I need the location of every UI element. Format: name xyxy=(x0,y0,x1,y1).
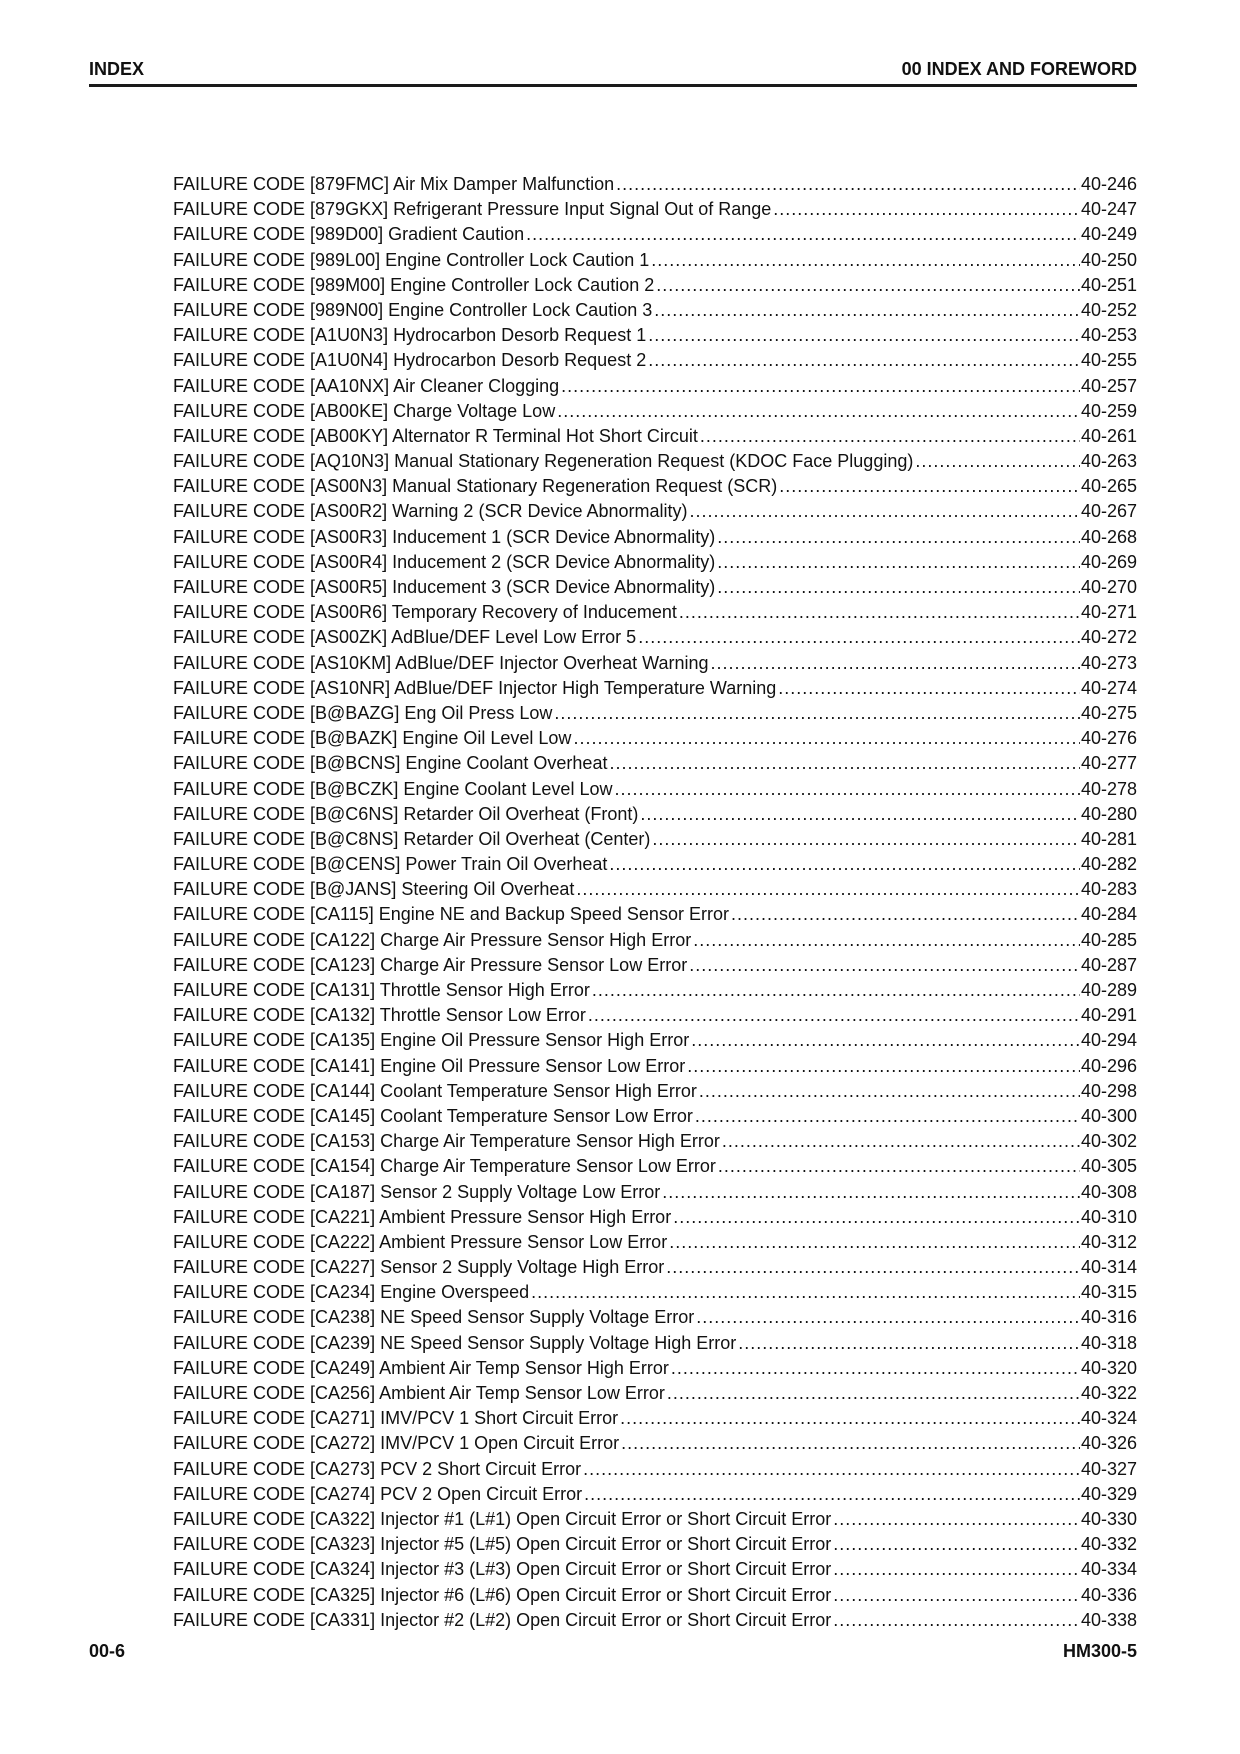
index-entry[interactable] xyxy=(173,222,1137,247)
dot-leader xyxy=(654,298,1080,323)
entry-page-number: 40-318 xyxy=(1080,1332,1137,1353)
entry-page-number: 40-251 xyxy=(1080,274,1137,295)
entry-page-number: 40-272 xyxy=(1080,627,1137,648)
dot-leader xyxy=(700,424,1080,449)
entry-title: FAILURE CODE [CA132] Throttle Sensor Low Error xyxy=(173,1005,586,1026)
entry-page-number: 40-308 xyxy=(1080,1181,1137,1202)
dot-leader xyxy=(718,1154,1080,1179)
index-entry[interactable] xyxy=(173,1205,1137,1230)
entry-title: FAILURE CODE [CA325] Injector #6 (L#6) Open Circuit Error or Short Circuit Error xyxy=(173,1584,832,1605)
entry-title: FAILURE CODE [AB00KY] Alternator R Terminal Hot Short Circuit xyxy=(173,425,698,446)
index-entry[interactable] xyxy=(173,902,1137,927)
dot-leader xyxy=(691,1028,1080,1053)
dot-leader xyxy=(833,1557,1080,1582)
index-entry[interactable] xyxy=(173,1129,1137,1154)
dot-leader xyxy=(778,676,1080,701)
index-entry[interactable] xyxy=(173,1079,1137,1104)
index-entry[interactable] xyxy=(173,1406,1137,1431)
entry-title: FAILURE CODE [CA115] Engine NE and Backup Speed Sensor Error xyxy=(173,904,729,925)
index-entry[interactable] xyxy=(173,550,1137,575)
dot-leader xyxy=(696,1305,1080,1330)
dot-leader xyxy=(554,701,1080,726)
entry-page-number: 40-327 xyxy=(1080,1458,1137,1479)
entry-page-number: 40-261 xyxy=(1080,425,1137,446)
dot-leader xyxy=(588,1003,1080,1028)
entry-page-number: 40-282 xyxy=(1080,854,1137,875)
index-entry[interactable] xyxy=(173,600,1137,625)
dot-leader xyxy=(673,1205,1080,1230)
entry-page-number: 40-247 xyxy=(1080,199,1137,220)
index-entry[interactable] xyxy=(173,1230,1137,1255)
entry-title: FAILURE CODE [AA10NX] Air Cleaner Clogging xyxy=(173,375,560,396)
entry-title: FAILURE CODE [CA221] Ambient Pressure Sensor High Error xyxy=(173,1206,672,1227)
entry-title: FAILURE CODE [AS00ZK] AdBlue/DEF Level Low Error 5 xyxy=(173,627,637,648)
entry-title: FAILURE CODE [CA154] Charge Air Temperature Sensor Low Error xyxy=(173,1156,716,1177)
section-title: INDEX xyxy=(89,59,145,79)
entry-page-number: 40-336 xyxy=(1080,1584,1137,1605)
dot-leader xyxy=(648,323,1080,348)
entry-page-number: 40-255 xyxy=(1080,350,1137,371)
model-number: HM300-5 xyxy=(1062,1641,1137,1661)
entry-title: FAILURE CODE [AB00KE] Charge Voltage Low xyxy=(173,400,556,421)
index-entry[interactable] xyxy=(173,953,1137,978)
entry-title: FAILURE CODE [CA249] Ambient Air Temp Sensor High Error xyxy=(173,1357,669,1378)
dot-leader xyxy=(561,374,1080,399)
index-entry[interactable] xyxy=(173,877,1137,902)
index-entry[interactable] xyxy=(173,575,1137,600)
entry-page-number: 40-314 xyxy=(1080,1257,1137,1278)
index-entry[interactable] xyxy=(173,676,1137,701)
dot-leader xyxy=(833,1507,1080,1532)
dot-leader xyxy=(699,1079,1080,1104)
index-entry[interactable] xyxy=(173,424,1137,449)
entry-title: FAILURE CODE [CA144] Coolant Temperature Sensor High Error xyxy=(173,1080,697,1101)
index-entry[interactable] xyxy=(173,348,1137,373)
index-entry[interactable] xyxy=(173,651,1137,676)
dot-leader xyxy=(557,399,1080,424)
index-entry[interactable] xyxy=(173,1381,1137,1406)
dot-leader xyxy=(662,1180,1080,1205)
entry-page-number: 40-294 xyxy=(1080,1030,1137,1051)
index-entry[interactable] xyxy=(173,1104,1137,1129)
dot-leader xyxy=(609,852,1080,877)
index-entry[interactable] xyxy=(173,248,1137,273)
entry-page-number: 40-271 xyxy=(1080,602,1137,623)
entry-page-number: 40-334 xyxy=(1080,1559,1137,1580)
entry-title: FAILURE CODE [CA141] Engine Oil Pressure Sensor Low Error xyxy=(173,1055,686,1076)
index-entry[interactable] xyxy=(173,197,1137,222)
index-entry[interactable] xyxy=(173,802,1137,827)
entry-title: FAILURE CODE [AS00R3] Inducement 1 (SCR Device Abnormality) xyxy=(173,526,716,547)
dot-leader xyxy=(833,1532,1080,1557)
entry-page-number: 40-287 xyxy=(1080,954,1137,975)
index-entry[interactable] xyxy=(173,1305,1137,1330)
dot-leader xyxy=(651,248,1080,273)
dot-leader xyxy=(915,449,1080,474)
chapter-title: 00 INDEX AND FOREWORD xyxy=(901,59,1137,79)
index-entry[interactable] xyxy=(173,298,1137,323)
entry-title: FAILURE CODE [CA222] Ambient Pressure Sensor Low Error xyxy=(173,1231,668,1252)
entry-title: FAILURE CODE [B@JANS] Steering Oil Overheat xyxy=(173,879,575,900)
entry-page-number: 40-267 xyxy=(1080,501,1137,522)
index-entry[interactable] xyxy=(173,1457,1137,1482)
index-entry[interactable] xyxy=(173,525,1137,550)
index-entry[interactable] xyxy=(173,1532,1137,1557)
dot-leader xyxy=(711,651,1080,676)
dot-leader xyxy=(689,953,1080,978)
dot-leader xyxy=(609,751,1079,776)
index-entry[interactable] xyxy=(173,1054,1137,1079)
entry-page-number: 40-259 xyxy=(1080,400,1137,421)
dot-leader xyxy=(690,499,1080,524)
entry-page-number: 40-270 xyxy=(1080,577,1137,597)
entry-page-number: 40-257 xyxy=(1080,375,1137,396)
entry-title: FAILURE CODE [CA322] Injector #1 (L#1) Open Circuit Error or Short Circuit Error xyxy=(173,1508,832,1529)
entry-title: FAILURE CODE [B@CENS] Power Train Oil Overheat xyxy=(173,854,608,875)
entry-title: FAILURE CODE [CA272] IMV/PCV 1 Open Circuit Error xyxy=(173,1433,620,1454)
index-entry[interactable] xyxy=(173,1003,1137,1028)
entry-title: FAILURE CODE [CA234] Engine Overspeed xyxy=(173,1282,530,1303)
entry-title: FAILURE CODE [CA135] Engine Oil Pressure Sensor High Error xyxy=(173,1030,690,1051)
dot-leader xyxy=(773,197,1080,222)
index-entry[interactable] xyxy=(173,751,1137,776)
index-list xyxy=(173,172,1137,1633)
dot-leader xyxy=(652,827,1080,852)
entry-title: FAILURE CODE [CA256] Ambient Air Temp Sensor Low Error xyxy=(173,1383,665,1403)
index-entry[interactable] xyxy=(173,474,1137,499)
entry-title: FAILURE CODE [AS00R4] Inducement 2 (SCR Device Abnormality) xyxy=(173,551,716,572)
entry-page-number: 40-284 xyxy=(1080,904,1137,925)
entry-title: FAILURE CODE [AQ10N3] Manual Stationary Regeneration Request (KDOC Face Plugging) xyxy=(173,451,914,472)
entry-title: FAILURE CODE [CA123] Charge Air Pressure Sensor Low Error xyxy=(173,954,688,975)
entry-title: FAILURE CODE [AS00N3] Manual Stationary Regeneration Request (SCR) xyxy=(173,476,778,497)
dot-leader xyxy=(573,726,1080,751)
page-number: 00-6 xyxy=(89,1641,126,1661)
entry-title: FAILURE CODE [AS00R2] Warning 2 (SCR Device Abnormality) xyxy=(173,501,688,522)
entry-page-number: 40-269 xyxy=(1080,551,1137,572)
page-footer xyxy=(89,1640,1137,1664)
index-entry[interactable] xyxy=(173,1482,1137,1507)
entry-title: FAILURE CODE [CA227] Sensor 2 Supply Voltage High Error xyxy=(173,1257,665,1278)
index-entry[interactable] xyxy=(173,1280,1137,1305)
index-entry[interactable] xyxy=(173,273,1137,298)
entry-page-number: 40-265 xyxy=(1080,476,1137,497)
entry-page-number: 40-330 xyxy=(1080,1508,1137,1529)
entry-title: FAILURE CODE [AS00R6] Temporary Recovery of Inducement xyxy=(173,602,677,623)
dot-leader xyxy=(621,1431,1080,1456)
entry-page-number: 40-291 xyxy=(1080,1005,1137,1026)
entry-page-number: 40-322 xyxy=(1080,1383,1137,1403)
entry-title: FAILURE CODE [CA238] NE Speed Sensor Supply Voltage Error xyxy=(173,1307,695,1328)
entry-page-number: 40-278 xyxy=(1080,778,1137,799)
entry-title: FAILURE CODE [B@BAZK] Engine Oil Level Low xyxy=(173,728,572,749)
entry-page-number: 40-324 xyxy=(1080,1408,1137,1429)
entry-title: FAILURE CODE [B@C8NS] Retarder Oil Overheat (Center) xyxy=(173,828,651,849)
dot-leader xyxy=(671,1356,1080,1381)
entry-title: FAILURE CODE [B@C6NS] Retarder Oil Overheat (Front) xyxy=(173,803,639,824)
entry-title: FAILURE CODE [A1U0N3] Hydrocarbon Desorb Request 1 xyxy=(173,325,647,346)
entry-page-number: 40-326 xyxy=(1080,1433,1137,1454)
dot-leader xyxy=(833,1583,1080,1608)
entry-title: FAILURE CODE [CA331] Injector #2 (L#2) Open Circuit Error or Short Circuit Error xyxy=(173,1609,832,1630)
dot-leader xyxy=(531,1280,1080,1305)
entry-title: FAILURE CODE [CA187] Sensor 2 Supply Voltage Low Error xyxy=(173,1181,661,1202)
index-entry[interactable] xyxy=(173,1154,1137,1179)
entry-page-number: 40-329 xyxy=(1080,1483,1137,1504)
index-entry[interactable] xyxy=(173,1331,1137,1356)
dot-leader xyxy=(576,877,1080,902)
index-entry[interactable] xyxy=(173,1180,1137,1205)
entry-page-number: 40-315 xyxy=(1080,1282,1137,1303)
entry-title: FAILURE CODE [989N00] Engine Controller Lock Caution 3 xyxy=(173,299,653,320)
entry-title: FAILURE CODE [879FMC] Air Mix Damper Malfunction xyxy=(173,174,615,194)
entry-page-number: 40-276 xyxy=(1080,728,1137,749)
entry-title: FAILURE CODE [AS00R5] Inducement 3 (SCR Device Abnormality) xyxy=(173,577,716,597)
index-entry[interactable] xyxy=(173,499,1137,524)
dot-leader xyxy=(526,222,1080,247)
entry-title: FAILURE CODE [CA274] PCV 2 Open Circuit Error xyxy=(173,1483,583,1504)
index-entry[interactable] xyxy=(173,172,1137,197)
entry-title: FAILURE CODE [B@BCNS] Engine Coolant Overheat xyxy=(173,753,608,774)
entry-title: FAILURE CODE [CA324] Injector #3 (L#3) Open Circuit Error or Short Circuit Error xyxy=(173,1559,832,1580)
dot-leader xyxy=(687,1054,1080,1079)
entry-page-number: 40-263 xyxy=(1080,451,1137,472)
index-entry[interactable] xyxy=(173,1356,1137,1381)
entry-page-number: 40-289 xyxy=(1080,980,1137,1000)
dot-leader xyxy=(679,600,1080,625)
dot-leader xyxy=(667,1381,1080,1406)
entry-title: FAILURE CODE [CA323] Injector #5 (L#5) Open Circuit Error or Short Circuit Error xyxy=(173,1534,832,1555)
entry-page-number: 40-275 xyxy=(1080,702,1137,723)
entry-title: FAILURE CODE [AS10NR] AdBlue/DEF Injector High Temperature Warning xyxy=(173,677,777,698)
dot-leader xyxy=(731,902,1080,927)
entry-page-number: 40-249 xyxy=(1080,224,1137,245)
entry-page-number: 40-250 xyxy=(1080,249,1137,270)
entry-page-number: 40-300 xyxy=(1080,1105,1137,1126)
entry-title: FAILURE CODE [989M00] Engine Controller Lock Caution 2 xyxy=(173,274,655,295)
index-entry[interactable] xyxy=(173,1507,1137,1532)
entry-page-number: 40-283 xyxy=(1080,879,1137,900)
dot-leader xyxy=(592,978,1080,1003)
dot-leader xyxy=(583,1457,1080,1482)
index-entry[interactable] xyxy=(173,827,1137,852)
entry-title: FAILURE CODE [CA131] Throttle Sensor High Error xyxy=(173,980,590,1000)
dot-leader xyxy=(666,1255,1080,1280)
index-entry[interactable] xyxy=(173,1255,1137,1280)
index-entry[interactable] xyxy=(173,928,1137,953)
index-entry[interactable] xyxy=(173,701,1137,726)
index-entry[interactable] xyxy=(173,323,1137,348)
entry-title: FAILURE CODE [879GKX] Refrigerant Pressure Input Signal Out of Range xyxy=(173,199,772,220)
dot-leader xyxy=(638,625,1080,650)
entry-page-number: 40-285 xyxy=(1080,929,1137,950)
index-entry[interactable] xyxy=(173,1557,1137,1582)
dot-leader xyxy=(656,273,1080,298)
dot-leader xyxy=(717,525,1080,550)
entry-title: FAILURE CODE [989L00] Engine Controller Lock Caution 1 xyxy=(173,249,650,270)
entry-title: FAILURE CODE [989D00] Gradient Caution xyxy=(173,224,525,245)
entry-page-number: 40-332 xyxy=(1080,1534,1137,1555)
entry-title: FAILURE CODE [CA239] NE Speed Sensor Supply Voltage High Error xyxy=(173,1332,737,1353)
dot-leader xyxy=(616,172,1080,197)
entry-page-number: 40-310 xyxy=(1080,1206,1137,1227)
dot-leader xyxy=(693,928,1080,953)
entry-page-number: 40-280 xyxy=(1080,803,1137,824)
index-entry[interactable] xyxy=(173,978,1137,1003)
index-entry[interactable] xyxy=(173,374,1137,399)
page-header xyxy=(89,58,1137,87)
entry-page-number: 40-252 xyxy=(1080,299,1137,320)
index-entry[interactable] xyxy=(173,625,1137,650)
dot-leader xyxy=(695,1104,1080,1129)
index-entry[interactable] xyxy=(173,1431,1137,1456)
entry-page-number: 40-273 xyxy=(1080,652,1137,673)
index-entry[interactable] xyxy=(173,726,1137,751)
dot-leader xyxy=(614,777,1079,802)
index-entry[interactable] xyxy=(173,449,1137,474)
dot-leader xyxy=(833,1608,1080,1633)
dot-leader xyxy=(722,1129,1080,1154)
entry-page-number: 40-338 xyxy=(1080,1609,1137,1630)
entry-page-number: 40-302 xyxy=(1080,1131,1137,1152)
entry-page-number: 40-281 xyxy=(1080,828,1137,849)
dot-leader xyxy=(717,575,1080,600)
entry-title: FAILURE CODE [A1U0N4] Hydrocarbon Desorb Request 2 xyxy=(173,350,647,371)
index-entry[interactable] xyxy=(173,1028,1137,1053)
entry-title: FAILURE CODE [B@BAZG] Eng Oil Press Low xyxy=(173,702,553,723)
entry-title: FAILURE CODE [B@BCZK] Engine Coolant Level Low xyxy=(173,778,613,799)
index-entry[interactable] xyxy=(173,852,1137,877)
entry-page-number: 40-312 xyxy=(1080,1231,1137,1252)
entry-page-number: 40-296 xyxy=(1080,1055,1137,1076)
dot-leader xyxy=(669,1230,1080,1255)
entry-page-number: 40-320 xyxy=(1080,1357,1137,1378)
index-entry[interactable] xyxy=(173,777,1137,802)
entry-title: FAILURE CODE [CA145] Coolant Temperature Sensor Low Error xyxy=(173,1105,693,1126)
dot-leader xyxy=(648,348,1080,373)
dot-leader xyxy=(779,474,1080,499)
entry-page-number: 40-268 xyxy=(1080,526,1137,547)
entry-page-number: 40-274 xyxy=(1080,677,1137,698)
entry-title: FAILURE CODE [CA271] IMV/PCV 1 Short Circuit Error xyxy=(173,1408,619,1429)
entry-title: FAILURE CODE [CA153] Charge Air Temperature Sensor High Error xyxy=(173,1131,720,1152)
entry-page-number: 40-316 xyxy=(1080,1307,1137,1328)
entry-page-number: 40-298 xyxy=(1080,1080,1137,1101)
dot-leader xyxy=(584,1482,1080,1507)
index-entry[interactable] xyxy=(173,399,1137,424)
entry-page-number: 40-253 xyxy=(1080,325,1137,346)
entry-page-number: 40-277 xyxy=(1080,753,1137,774)
dot-leader xyxy=(640,802,1080,827)
entry-page-number: 40-305 xyxy=(1080,1156,1137,1177)
entry-title: FAILURE CODE [AS10KM] AdBlue/DEF Injector Overheat Warning xyxy=(173,652,709,673)
entry-title: FAILURE CODE [CA273] PCV 2 Short Circuit Error xyxy=(173,1458,582,1479)
index-entry[interactable] xyxy=(173,1583,1137,1608)
dot-leader xyxy=(738,1331,1080,1356)
index-entry[interactable] xyxy=(173,1608,1137,1633)
entry-title: FAILURE CODE [CA122] Charge Air Pressure Sensor High Error xyxy=(173,929,692,950)
dot-leader xyxy=(717,550,1080,575)
entry-page-number: 40-246 xyxy=(1080,174,1137,194)
dot-leader xyxy=(620,1406,1080,1431)
